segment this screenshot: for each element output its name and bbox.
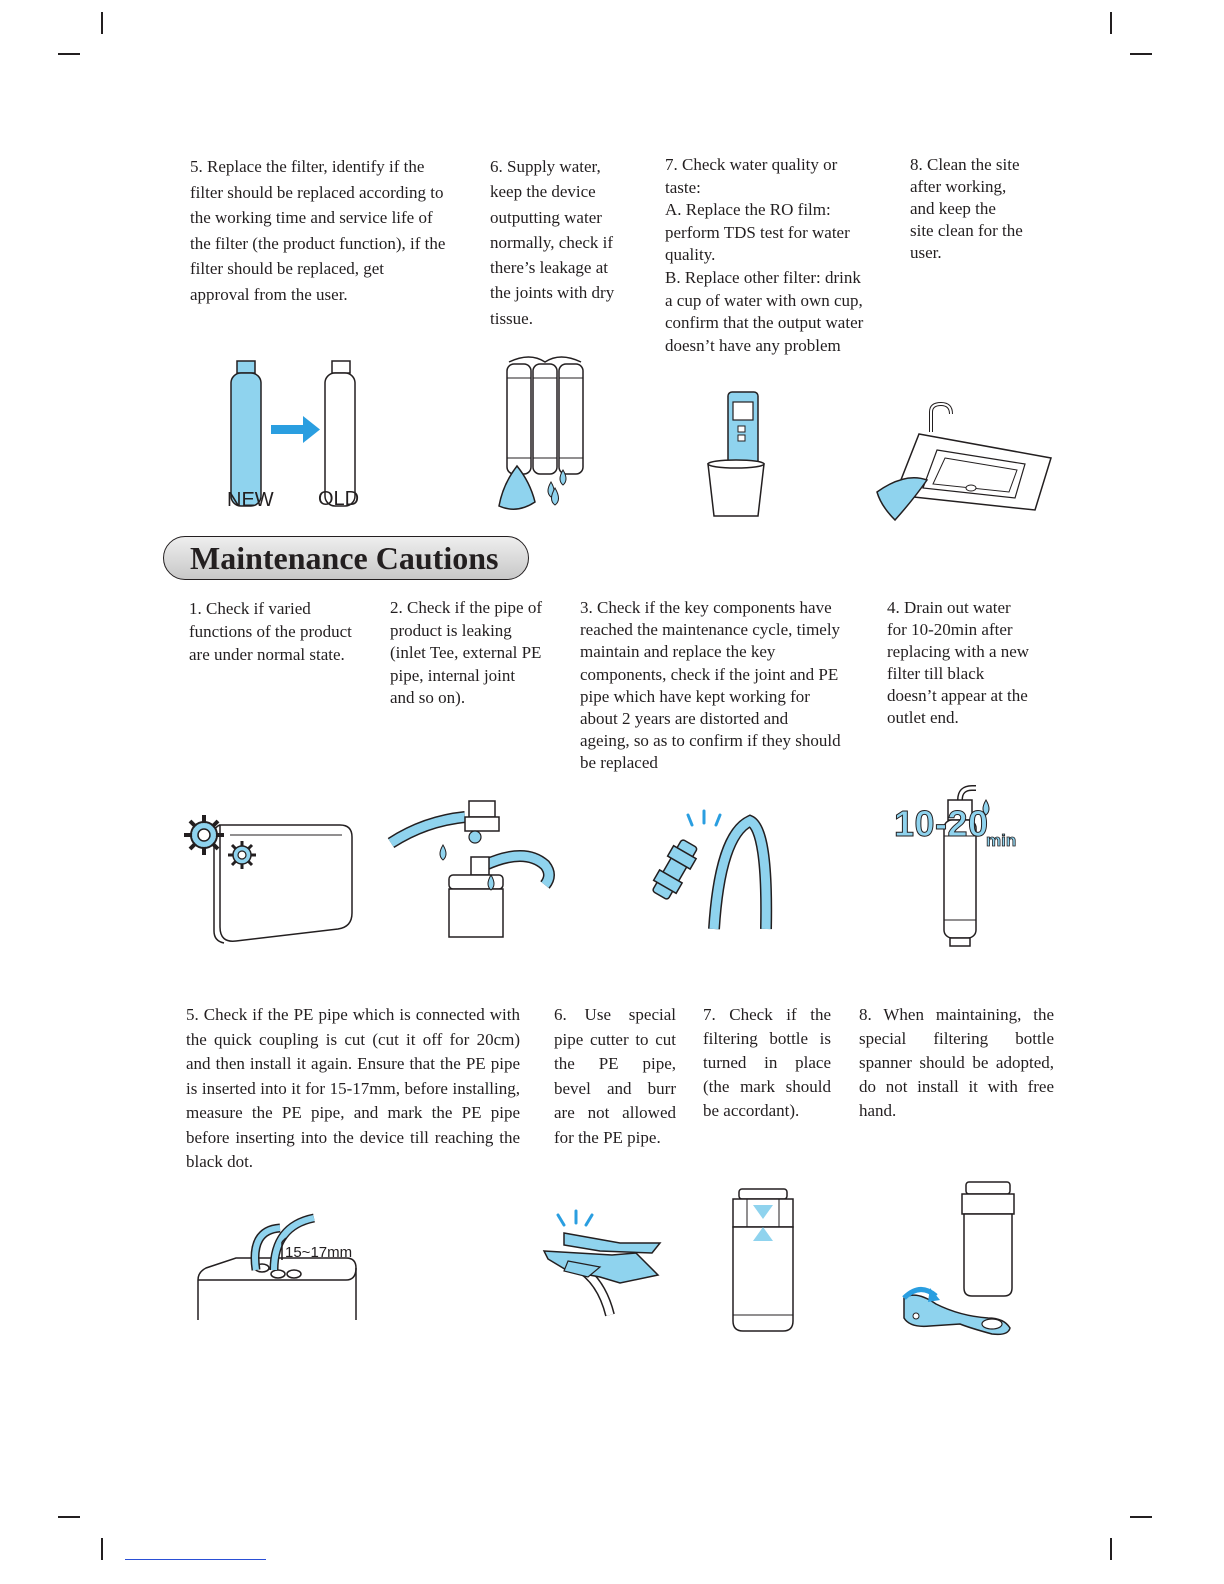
filter-new-label: NEW: [227, 489, 274, 511]
crop-mark-bottom-left-h: [58, 1516, 80, 1518]
filter-old-label: OLD: [318, 488, 360, 510]
bottle-alignment-illustration: [725, 1185, 800, 1340]
footer-underline: [125, 1559, 266, 1560]
spanner-illustration: [900, 1178, 1030, 1338]
caution-8-text: 8. When maintaining, the special filtering bottle spanner should be adopted, do not install it with free hand.: [859, 1005, 1054, 1120]
caution-4-text: 4. Drain out water for 10-20min after replacing with a new filter till black doesn’t appear at the outlet end.: [887, 598, 1030, 727]
tds-test-illustration: [700, 388, 780, 523]
step-7-water-quality-text: 7. Check water quality or taste: A. Replace the RO film: perform TDS test for water quality. B. Replace other filter: drink a cup of water with own cup, confirm that the output water doesn’t have any problem: [665, 155, 864, 355]
drain-time-range: 10-20: [894, 803, 988, 844]
clean-sink-illustration: [875, 400, 1055, 525]
caution-1-text: 1. Check if varied functions of the product are under normal state.: [189, 599, 352, 664]
leak-check-filters-illustration: [495, 354, 595, 519]
crop-mark-bottom-right-h: [1130, 1516, 1152, 1518]
pipe-cutter-illustration: [540, 1205, 670, 1320]
insert-depth-label: 15~17mm: [285, 1244, 353, 1261]
caution-2-text: 2. Check if the pipe of product is leaking (inlet Tee, external PE pipe, internal joint and so on).: [390, 598, 543, 707]
pipe-insertion-illustration: [190, 1210, 365, 1325]
caution-3-text: 3. Check if the key components have reached the maintenance cycle, timely maintain and replace the key components, check if the joint and PE pipe which have kept working for about 2 years are distorted and ageing, so as to confirm if they should be replaced: [580, 598, 841, 773]
step-5-replace-filter-text: 5. Replace the filter, identify if the filter should be replaced according to the working time and service life of the filter (the product function), if the filter should be replaced, get approval from the user.: [190, 157, 446, 304]
caution-5-text: 5. Check if the PE pipe which is connected with the quick coupling is cut (cut it off for 20cm) and then install it again. Ensure that the PE pipe is inserted into it for 15-17mm, before installing, measure the PE pipe, and mark the PE pipe before inserting into the device till reaching the black dot.: [186, 1005, 520, 1171]
step-8-clean-site-text: 8. Clean the site after working, and keep the site clean for the user.: [910, 155, 1023, 262]
crop-mark-top-left-h: [58, 53, 80, 55]
caution-6-text: 6. Use special pipe cutter to cut the PE pipe, bevel and burr are not allowed for the PE pipe.: [554, 1005, 676, 1147]
device-functions-illustration: [180, 805, 360, 950]
crop-mark-top-left-v: [101, 12, 103, 34]
maintenance-cautions-banner: [163, 536, 529, 580]
crop-mark-top-right-v: [1110, 12, 1112, 34]
step-6-supply-water-text: 6. Supply water, keep the device outputting water normally, check if there’s leakage at the joints with dry tissue.: [490, 157, 615, 328]
section-title: Maintenance Cautions: [190, 540, 499, 576]
pipe-leak-illustration: [385, 795, 560, 945]
caution-7-text: 7. Check if the filtering bottle is turned in place (the mark should be accordant).: [703, 1005, 831, 1120]
key-components-illustration: [640, 805, 780, 935]
crop-mark-top-right-h: [1130, 53, 1152, 55]
crop-mark-bottom-left-v: [101, 1538, 103, 1560]
drain-water-illustration: [890, 780, 1030, 950]
drain-time-unit: min: [986, 831, 1017, 850]
crop-mark-bottom-right-v: [1110, 1538, 1112, 1560]
